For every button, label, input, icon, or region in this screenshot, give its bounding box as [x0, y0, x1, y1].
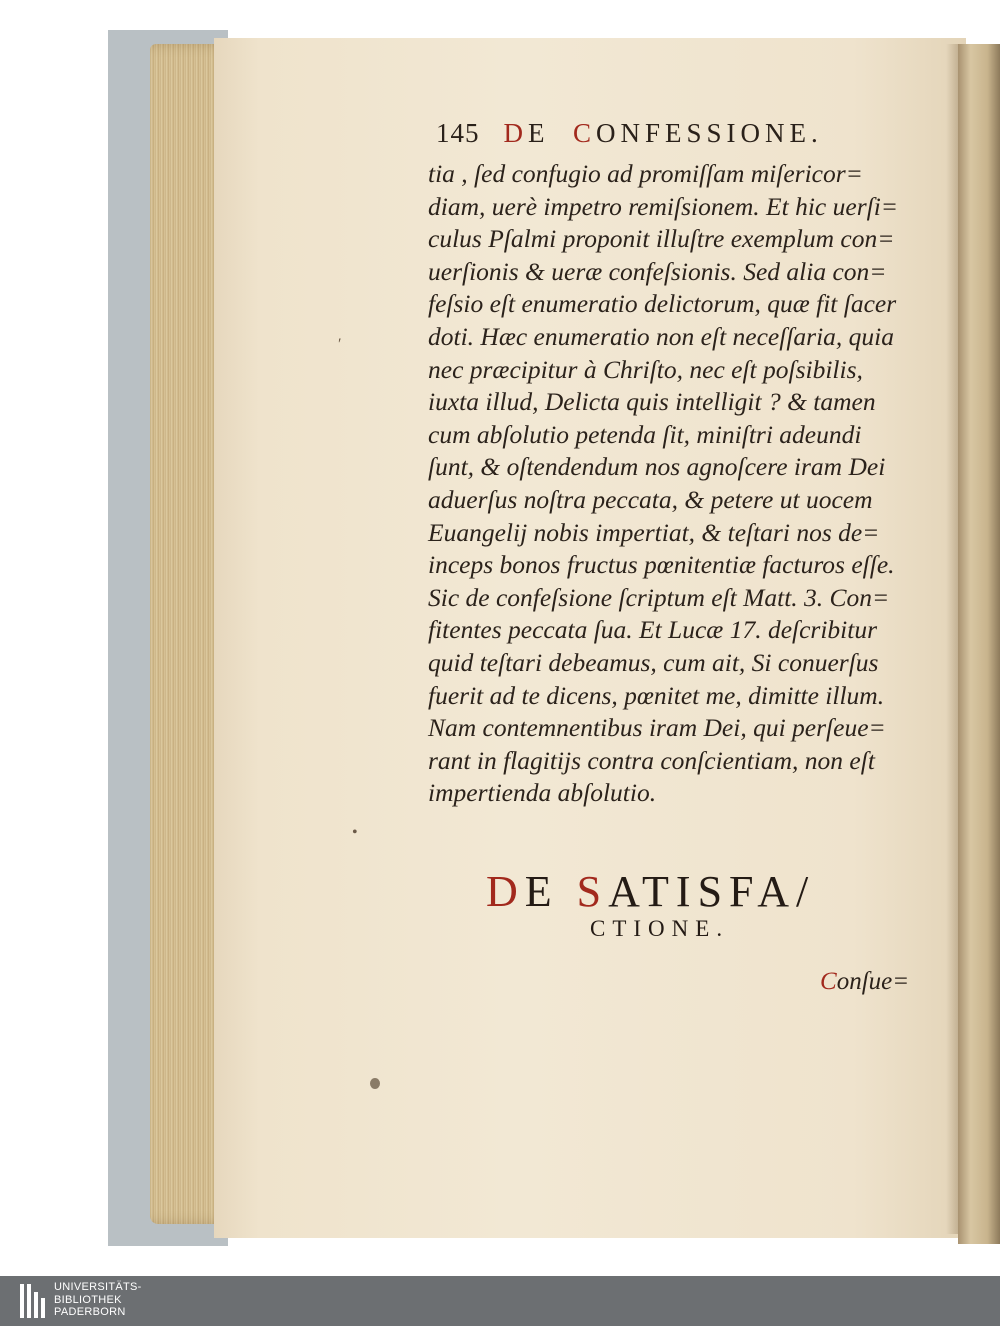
- text-line: cum abſolutio petenda ſit, miniſtri adeundi: [428, 419, 862, 449]
- library-footer-bar: [0, 1276, 1000, 1326]
- text-line: doti. Hæc enumeratio non eſt neceſſaria, quia: [428, 321, 895, 351]
- text-line: Nam contemnentibus iram Dei, qui perſeue=: [428, 713, 886, 743]
- heading-initial: D: [486, 867, 525, 916]
- library-name: [54, 1281, 142, 1319]
- text-line: Euangelij nobis impertiat, & teſtari nos de=: [428, 517, 880, 547]
- paper-hole-mark: [370, 1078, 380, 1089]
- running-head-text: E: [528, 118, 550, 148]
- facing-page-edge: [958, 44, 1000, 1244]
- text-line: nec præcipitur à Chriſto, nec eſt poſsibilis,: [428, 354, 863, 384]
- text-line: inceps bonos fructus pœnitentiæ facturos eſſe.: [428, 550, 895, 580]
- text-line: impertienda abſolutio.: [428, 778, 657, 808]
- catchword-initial: C: [820, 968, 837, 995]
- heading-initial: S: [576, 867, 609, 916]
- text-line: tia , ſed confugio ad promiſſam miſericor=: [428, 159, 863, 188]
- text-line: fitentes peccata ſua. Et Lucæ 17. deſcribitur: [428, 615, 878, 645]
- text-line: uerſionis & ueræ confeſsionis. Sed alia con=: [428, 256, 887, 286]
- catchword-text: onſue=: [836, 968, 910, 995]
- running-head: [436, 118, 823, 149]
- text-line: iuxta illud, Delicta quis intelligit ? & tamen: [428, 387, 876, 417]
- running-head-text: ONFESSIONE.: [596, 118, 823, 148]
- heading-text: ATISFA/: [608, 867, 816, 916]
- text-line: fuerit ad te dicens, pœnitet me, dimitte illum.: [428, 680, 885, 710]
- library-name-line: BIBLIOTHEK: [54, 1293, 122, 1306]
- library-logo-icon: [20, 1284, 46, 1318]
- marginal-ink-mark: ′: [338, 336, 342, 353]
- text-line: aduerſus noſtra peccata, & petere ut uocem: [428, 484, 873, 514]
- text-line: Sic de confeſsione ſcriptum eſt Matt. 3. Con=: [428, 582, 890, 612]
- running-head-initial: C: [573, 118, 597, 148]
- section-heading-continuation: CTIONE.: [590, 916, 730, 941]
- text-line: rant in flagitijs contra conſcientiam, non eſt: [428, 745, 875, 775]
- text-line: quid teſtari debeamus, cum ait, Si conuerſus: [428, 647, 879, 677]
- page-number: 145: [436, 118, 480, 148]
- marginal-ink-mark: •: [352, 824, 358, 841]
- text-line: culus Pſalmi proponit illuſtre exemplum con=: [428, 224, 895, 254]
- text-line: diam, uerè impetro remiſsionem. Et hic uerſi=: [428, 191, 898, 221]
- library-name-line: UNIVERSITÄTS-: [54, 1281, 142, 1293]
- section-heading: [486, 866, 815, 917]
- text-line: ſunt, & oſtendendum nos agnoſcere iram Dei: [428, 452, 886, 482]
- text-line: feſsio eſt enumeratio delictorum, quæ fit ſacer: [428, 289, 897, 319]
- catchword: [820, 968, 909, 996]
- heading-text: E: [524, 867, 559, 916]
- body-text: [428, 158, 928, 810]
- running-head-initial: D: [503, 118, 528, 148]
- library-name-line: PADERBORN: [54, 1306, 126, 1318]
